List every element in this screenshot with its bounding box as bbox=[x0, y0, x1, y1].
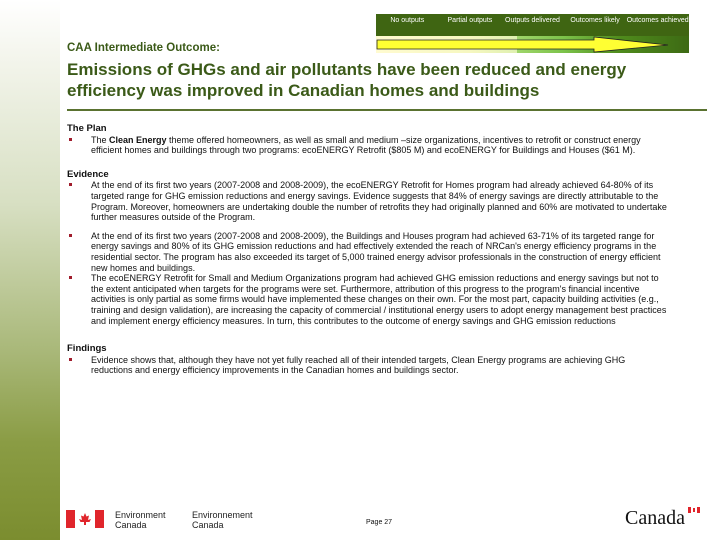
stage-outcomes-achieved: Outcomes achieved bbox=[626, 17, 689, 24]
dept-fr-line2: Canada bbox=[192, 520, 224, 530]
stage-partial-outputs: Partial outputs bbox=[447, 17, 493, 24]
dept-en-line2: Canada bbox=[115, 520, 147, 530]
bullet-icon bbox=[69, 183, 72, 186]
canada-wordmark: Canada bbox=[625, 507, 685, 529]
section-title-evidence: Evidence bbox=[67, 168, 109, 180]
bullet-icon bbox=[69, 276, 72, 279]
plan-text-bold: Clean Energy bbox=[109, 134, 167, 145]
section-plan bbox=[67, 124, 667, 156]
dept-name-french bbox=[192, 510, 253, 530]
plan-text-pre: The bbox=[91, 134, 110, 145]
bullet-icon bbox=[69, 358, 72, 361]
findings-text: Evidence shows that, although they have not yet fully reached all of their intended targets, Clean Energy programs are achieving GHG reductions and energy efficiency improvements in the Canadian homes and buildings sector. bbox=[91, 354, 626, 376]
slide-content bbox=[67, 124, 667, 386]
bullet-icon bbox=[69, 138, 72, 141]
section-title-findings: Findings bbox=[67, 343, 107, 355]
section-title-plan: The Plan bbox=[67, 123, 107, 134]
evidence-bullet bbox=[67, 273, 667, 326]
canada-flag-icon bbox=[66, 510, 104, 528]
section-evidence bbox=[67, 170, 667, 326]
plan-bullet bbox=[67, 135, 667, 156]
page-number: Page 27 bbox=[366, 519, 393, 526]
evidence-text: At the end of its first two years (2007-2008 and 2008-2009), the Buildings and Houses program had achieved 63-71% of its targeted range for energy savings and 80% of its GHG emission reductions and had effectively extended the reach of NRCan's energy efficiency programs in the residential sector. The program has also exceeded its target of 5,000 trained energy advisor professionals in the construction of energy efficient new homes and buildings. bbox=[91, 230, 661, 273]
dept-name-english bbox=[115, 510, 166, 530]
progress-arrow-icon bbox=[376, 36, 689, 53]
evidence-bullet bbox=[67, 231, 667, 273]
dept-fr-line1: Environnement bbox=[192, 510, 253, 520]
stage-no-outputs: No outputs bbox=[390, 17, 425, 24]
wordmark-flag-icon bbox=[688, 507, 700, 513]
bullet-icon bbox=[69, 234, 72, 237]
evidence-text: At the end of its first two years (2007-2008 and 2008-2009), the ecoENERGY Retrofit for Homes program had already achieved 64-80% of its targeted range for GHG emission reductions and energy savings. Evidence suggests that 84% of energy savings are directly attributable to the Program. Moreover, homeowners are undertaking double the number of retrofits they had originally planned and 60% are motivated to undertake further measures outside of the Program. bbox=[91, 180, 667, 223]
outcome-subtitle: CAA Intermediate Outcome: bbox=[67, 42, 220, 54]
plan-text-post: theme offered homeowners, as well as small and medium –size organizations, incentives to retrofit or construct energy efficient homes and buildings through two programs: ecoENERGY Retrofit ($805 M) and ecoENERGY for Buildings and Houses ($61 M). bbox=[91, 134, 641, 156]
findings-bullet bbox=[67, 355, 667, 376]
left-decorative-strip bbox=[0, 0, 60, 540]
stage-outputs-delivered: Outputs delivered bbox=[505, 17, 560, 24]
title-divider bbox=[67, 109, 707, 111]
stage-outcomes-likely: Outcomes likely bbox=[570, 17, 620, 24]
evidence-bullet bbox=[67, 180, 667, 222]
page-title: Emissions of GHGs and air pollutants have been reduced and energy efficiency was improved in Canadian homes and buildings bbox=[67, 60, 627, 100]
section-findings bbox=[67, 344, 667, 376]
evidence-text: The ecoENERGY Retrofit for Small and Medium Organizations program had achieved GHG emission reductions and energy savings but not to the extent anticipated when targets for the programs were set. Furthermore, attribution of this progress to the program's financial incentive activities is only partial as some firms would have implemented these changes on their own. For the most part, capacity building activities (e.g., training and design validation), are increasing the capacity of commercial / institutional energy users to adopt energy management best practices and implement energy efficiency measures. In turn, this contributes to the outcome of energy savings and GHG emission reductions bbox=[91, 273, 667, 326]
outcome-progress-banner bbox=[376, 14, 689, 53]
dept-en-line1: Environment bbox=[115, 510, 166, 520]
